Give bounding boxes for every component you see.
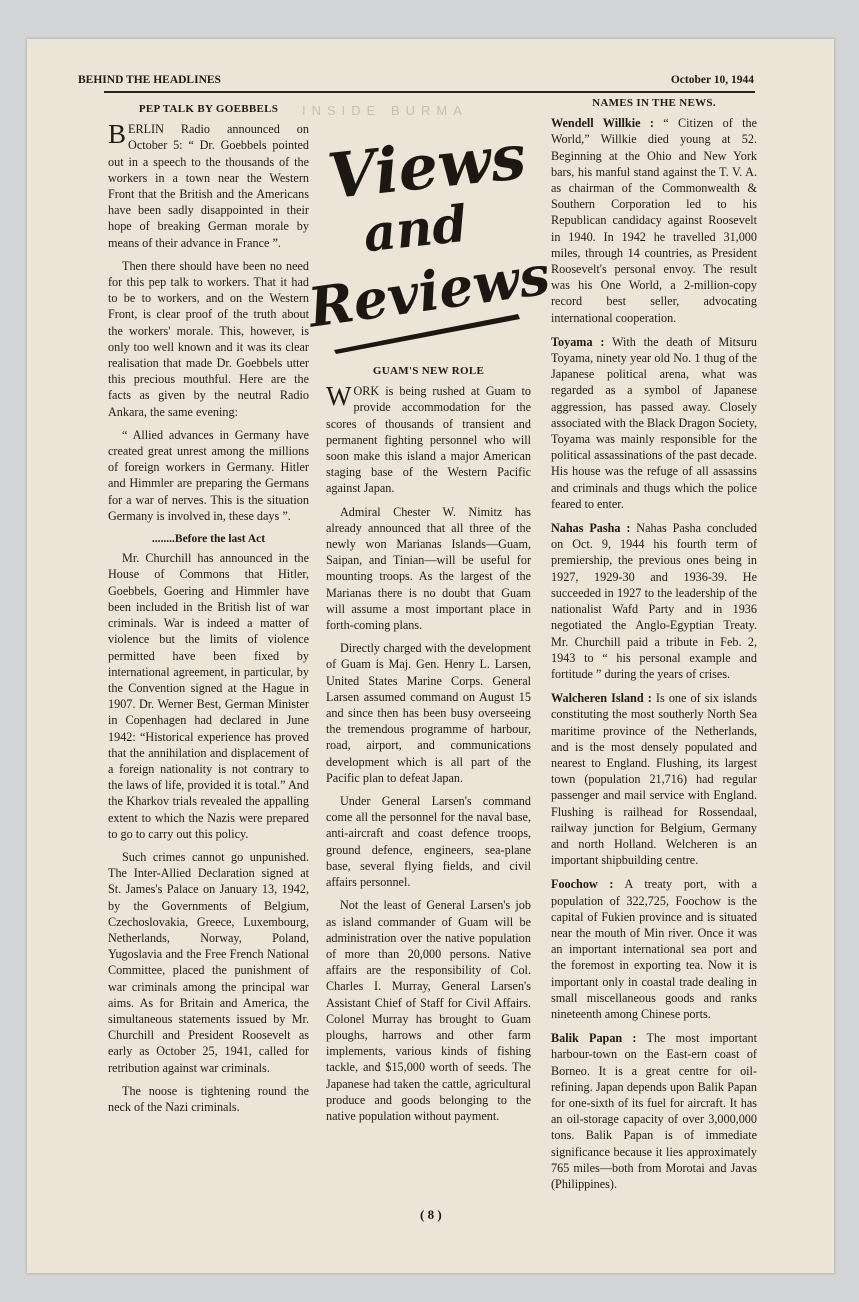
quote-paragraph: “ Allied advances in Germany have created great unrest among the millions of foreign workers in Germany. Hitler and Himmler are preparing the Germans for a war of nerves. This is the situation Germany is involved in, these days ”.: [108, 427, 309, 523]
paragraph: Then there should have been no need for this pep talk to workers. That it had to be to workers, and on the Western Front, is clear proof of the truth about the workers' morale. This, however, is only too well known and it was its clear realisation that made Dr. Goebbels utter this precious mouthful. Here are the facts as given by the neutral Radio Ankara, the same evening:: [108, 258, 309, 419]
paragraph: Under General Larsen's command come all the personnel for the naval base, anti-aircraft and coast defence troops, ground defence, engineers, sea-plane base, several flying fields, and civil affairs personnel.: [326, 794, 531, 890]
column-title: NAMES IN THE NEWS.: [592, 97, 716, 109]
page-number: ( 8 ): [420, 1207, 442, 1222]
news-entry: Walcheren Island : Is one of six islands constituting the most southerly North Sea maritime province of the Netherlands, and is the most densely populated and nearest to England. Flushing, its largest town (population 21,716) had regular passenger and mail service with England. Flushing is railhead for Rossendaal, railway junction for Belgium, Germany and north Holland. Welcheren is an important shipbuilding centre.: [551, 691, 757, 868]
article-title: GUAM'S NEW ROLE: [372, 365, 485, 377]
paragraph: BERLIN Radio announced on October 5: “ Dr. Goebbels pointed out in a speech to the thousands of the workers in a town near the Western Front that the British and the Americans have been sadly disappointed in their hope of breaking German morale by means of their advance in France ”.: [108, 119, 309, 250]
news-entry: Balik Papan : The most important harbour-town on the East-ern coast of Borneo. It is a great centre for oil-refining. Japan depends upon Balik Papan for one-sixth of its fuel for aircraft. It has an oil-storage capacity of over 3,000,000 tons. Balik Papan is of immediate significance because it lies approximately 765 miles—both from Morotai and Javas (Philippines).: [551, 1031, 757, 1191]
drop-cap: B: [108, 119, 127, 150]
paragraph: The noose is tightening round the neck of the Nazi criminals.: [108, 1083, 309, 1114]
column-guam: [326, 363, 531, 1131]
paragraph: Directly charged with the development of Guam is Maj. Gen. Henry L. Larsen, United States Marine Corps. General Larsen assumed command on August 15 and since then has been busy overseeing the tremendous programme of harbour, road, airport, and communications development which is all part of the Pacific plan to defeat Japan.: [326, 641, 531, 785]
paragraph: Admiral Chester W. Nimitz has already announced that all three of the newly won Marianas Islands—Guam, Saipan, and Tinian—will be useful for mounting troops. As the largest of the Marianas there is no doubt that Guam will assume a most important place in forth-coming plans.: [326, 504, 531, 633]
article-title: PEP TALK BY GOEBBELS: [138, 103, 279, 115]
news-entry: Wendell Willkie : “ Citizen of the World,” Willkie died young at 52. Beginning at the Ohio and New York bars, his manful stand against the T. V. A. as chairman of the Commonwealth & Southern Corporation led to his Republican candidacy against Roosevelt in 1940. In 1942 he travelled 31,000 miles, through 14 countries, as President Roosevelt's personal envoy. The result was his One World, a 2-million-copy record best seller, advocating international cooperation.: [551, 116, 758, 325]
views-and-reviews-logo: [304, 118, 554, 354]
publication-title: BEHIND THE HEADLINES: [78, 74, 221, 86]
paragraph: Mr. Churchill has announced in the House of Commons that Hitler, Goebbels, Goering and Himmler have been included in the British list of war criminals. War is indeed a matter of violence but the limits of violence permitted have been fixed by international agreement, in particular, by the Convention signed at the Hague in 1907. Dr. Werner Best, German Minister in Copenhagen had declared in June 1942: “Historical experience has proved that the annihilation and displacement of a foreign nationality is not contrary to the laws of life, provided it is total.” And the Kharkov trials revealed the appalling extent to which the Nazis were prepared to go to carry out this policy.: [108, 551, 309, 841]
issue-date: October 10, 1944: [670, 74, 754, 86]
paragraph: Not the least of General Larsen's job as island commander of Guam will be administration over the native population of more than 20,000 persons. Native affairs are the responsibility of Col. Charles I. Murray, General Larsen's Assistant Chief of Staff for Civil Affairs. Colonel Murray has brought to Guam ploughs, harrows and other farm implements, various kinds of fishing tackle, and $15,000 worth of seeds. The Japanese had taken the cattle, agricultural produce and goods belonging to the native population without payment.: [326, 898, 531, 1123]
news-entry: Toyama : With the death of Mitsuru Toyama, ninety year old No. 1 thug of the Japanese political arena, what was regarded as a symbol of Japanese aggression, has passed away. Closely associated with the Black Dragon Society, Toyama was mainly responsible for the political assassinations of the past decade. His house was the refuge of all assassins and criminals and thugs which the police feared to enter.: [551, 334, 757, 511]
column-pep-talk: [108, 101, 309, 1122]
bleed-through-text: INSIDE BURMA: [302, 103, 468, 118]
paragraph: Such crimes cannot go unpunished. The Inter-Allied Declaration signed at St. James's Palace on January 13, 1942, by the Governments of Belgium, Czechoslovakia, Greece, Luxembourg, Netherlands, Norway, Poland, Yugoslavia and the Free French National Committee, placed the punishment of war criminals among the principal war aims. As for Britain and America, the simultaneous statements issued by Mr. Churchill and President Roosevelt as early as October 25, 1941, called for retribution against war criminals.: [108, 849, 309, 1075]
logo-word-views: Views: [324, 119, 530, 214]
masthead: [78, 74, 754, 90]
header-rule: [104, 91, 755, 93]
section-subhead: ........Before the last Act: [151, 533, 266, 546]
news-entry: Nahas Pasha : Nahas Pasha concluded on Oct. 9, 1944 his fourth term of premiership, the previous ones being in 1927, 1929-30 and 1936-39. He succeeded in 1927 to the leadership of the nationalist Wafd Party and in 1936 negotiated the Anglo-Egyptian Treaty. Mr. Churchill paid a tribute in Feb. 2, 1943 to “ his personal example and fortitude ” during the years of crises.: [551, 521, 757, 681]
column-names-in-news: [551, 95, 757, 1200]
logo-word-and: and: [360, 193, 470, 264]
drop-cap: W: [326, 381, 352, 412]
logo-word-reviews: Reviews: [304, 242, 554, 340]
paragraph: WORK is being rushed at Guam to provide accommodation for the scores of thousands of transient and permanent fighting personnel who will soon make this island a major American staging base of the Western Pacific against Japan.: [326, 381, 531, 496]
news-entry: Foochow : A treaty port, with a population of 322,725, Foochow is the capital of Fukien province and is situated near the mouth of Min river. Once it was an important international sea port and the foremost in exporting tea. Now it is important only in coastal trade dealing in small miscellaneous goods and ranks nineteenth among Chinese ports.: [551, 877, 757, 1021]
